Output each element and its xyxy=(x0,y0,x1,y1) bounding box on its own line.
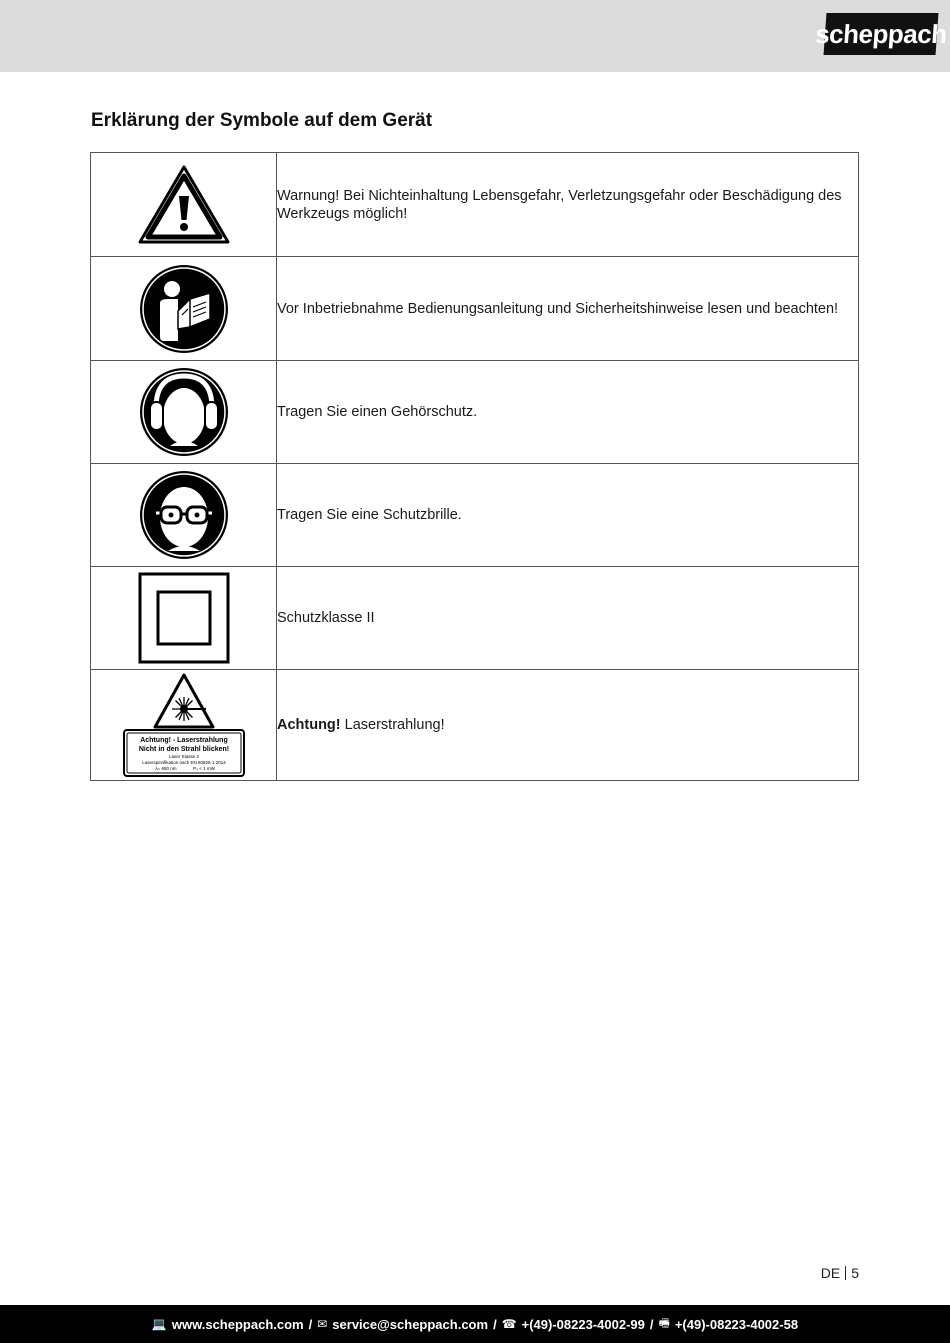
description-warning: Warnung! Bei Nichteinhaltung Lebensgefahr, Verletzungsgefahr oder Beschädigung des Werkzeugs möglich! xyxy=(277,153,859,257)
scheppach-logo: scheppach xyxy=(824,13,939,55)
page-language: DE xyxy=(820,1265,841,1281)
icon-cell xyxy=(91,257,277,361)
footer-website[interactable]: www.scheppach.com xyxy=(171,1316,304,1332)
page-number xyxy=(821,1265,859,1281)
description-eye-protection: Tragen Sie eine Schutzbrille. xyxy=(277,464,859,567)
email-icon: ✉ xyxy=(317,1317,328,1331)
laser-warning-icon xyxy=(122,673,246,777)
description-protection-class: Schutzklasse II xyxy=(277,567,859,670)
read-manual-icon xyxy=(138,263,230,355)
laser-label-wavelength: λ= 650 nm xyxy=(154,766,177,771)
fax-icon: 🖷 xyxy=(658,1315,670,1330)
laser-label-line-1: Achtung! - Laserstrahlung xyxy=(139,737,228,744)
description-read-manual: Vor Inbetriebnahme Bedienungsanleitung und Sicherheitshinweise lesen und beachten! xyxy=(277,257,859,361)
protection-class-ii-icon xyxy=(138,572,230,664)
symbols-table xyxy=(90,152,859,781)
footer-separator: / xyxy=(493,1316,497,1332)
icon-cell xyxy=(91,464,277,567)
page-title: Erklärung der Symbole auf dem Gerät xyxy=(91,110,433,131)
header-band xyxy=(0,0,950,72)
table-row xyxy=(91,670,859,781)
page-number-value: 5 xyxy=(851,1265,859,1281)
laser-label-line-2: Nicht in den Strahl blicken! xyxy=(138,746,229,753)
page-number-divider xyxy=(845,1266,846,1280)
laser-label-line-3: Laser Klasse 2 xyxy=(168,754,199,759)
ear-protection-icon xyxy=(138,366,230,458)
icon-cell xyxy=(91,567,277,670)
footer-fax: +(49)-08223-4002-58 xyxy=(674,1316,799,1332)
icon-cell xyxy=(91,361,277,464)
table-row xyxy=(91,361,859,464)
table-row xyxy=(91,257,859,361)
laser-label-line-4: Laserspezifikation nach EN 60825-1:2014 xyxy=(141,760,226,765)
footer-phone[interactable]: +(49)-08223-4002-99 xyxy=(521,1316,645,1332)
footer-band xyxy=(0,1305,950,1343)
footer-separator: / xyxy=(308,1316,313,1332)
laser-description-text: Laserstrahlung! xyxy=(344,717,445,733)
table-row xyxy=(91,567,859,670)
phone-icon: ☎ xyxy=(501,1317,517,1331)
computer-icon: 💻 xyxy=(151,1317,167,1331)
description-laser xyxy=(277,670,859,781)
table-row xyxy=(91,153,859,257)
icon-cell xyxy=(91,153,277,257)
table-row xyxy=(91,464,859,567)
description-ear-protection: Tragen Sie einen Gehörschutz. xyxy=(277,361,859,464)
footer-separator: / xyxy=(649,1316,654,1332)
icon-cell xyxy=(91,670,277,781)
laser-label-power: P₀ < 1 mW xyxy=(192,766,215,771)
laser-attention-label: Achtung! xyxy=(277,717,341,733)
footer-email[interactable]: service@scheppach.com xyxy=(332,1316,489,1332)
warning-triangle-icon xyxy=(137,164,231,246)
eye-protection-icon xyxy=(138,469,230,561)
